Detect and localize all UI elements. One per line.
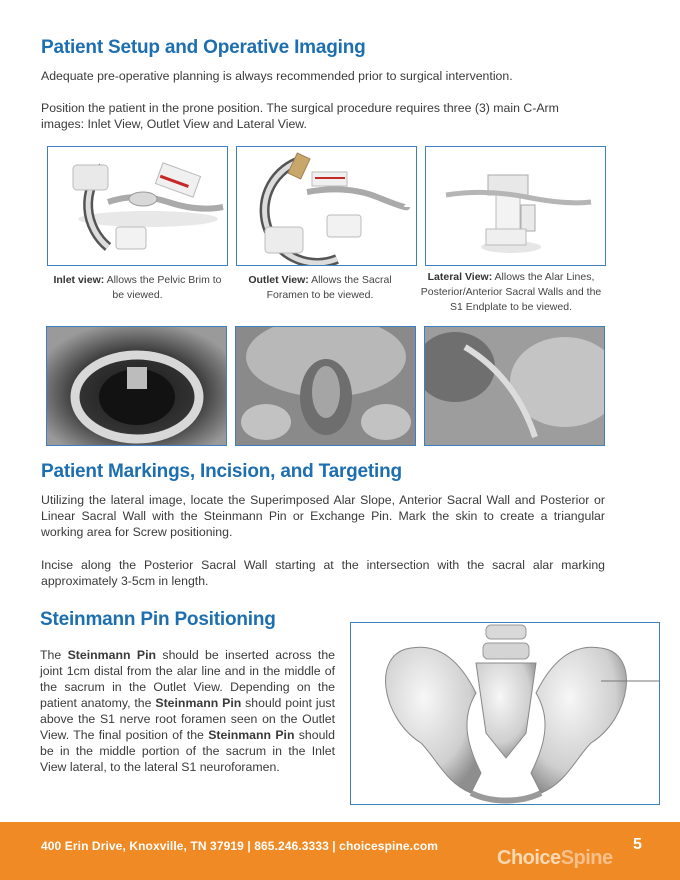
outlet-view-carm-image <box>236 146 417 266</box>
steinmann-bold-2: Steinmann Pin <box>155 696 242 710</box>
caption-inlet-text: Allows the Pelvic Brim to be viewed. <box>104 274 222 301</box>
steinmann-paragraph <box>40 647 335 775</box>
setup-paragraph-2: Position the patient in the prone position. The surgical procedure requires three (3) main C-Arm images: Inlet View, Outlet View and Lateral View. <box>41 101 559 131</box>
lateral-xray-image <box>424 326 605 446</box>
outlet-xray-image <box>235 326 416 446</box>
section-heading-markings: Patient Markings, Incision, and Targeting <box>41 461 402 482</box>
caption-outlet-view <box>226 273 414 303</box>
setup-paragraph-1: Adequate pre-operative planning is always recommended prior to surgical intervention. <box>41 69 513 83</box>
caption-inlet-label: Inlet view: <box>53 274 105 286</box>
steinmann-text-1: The <box>40 648 68 662</box>
markings-paragraph-2: Incise along the Posterior Sacral Wall starting at the intersection with the sacral alar marking approximately 3-5cm in length. <box>41 558 605 588</box>
steinmann-bold-1: Steinmann Pin <box>67 648 157 662</box>
logo-text-spine: Spine <box>560 847 613 869</box>
markings-paragraph-1: Utilizing the lateral image, locate the Superimposed Alar Slope, Anterior Sacral Wall and Posterior or Linear Sacral Wall with the Steinmann Pin or Exchange Pin. Mark the skin to create a triangular working area for Screw positioning. <box>41 493 605 539</box>
page-footer <box>0 822 680 880</box>
caption-lateral-view <box>414 270 608 315</box>
caption-inlet-view <box>47 273 228 303</box>
footer-contact-info: 400 Erin Drive, Knoxville, TN 37919 | 865.246.3333 | choicespine.com <box>41 839 439 853</box>
steinmann-bold-3: Steinmann Pin <box>208 728 295 742</box>
steinmann-text-4: should be in the middle portion of the sacrum in the Inlet View lateral, to the lateral S1 neuroforamen. <box>40 728 335 774</box>
choicespine-logo <box>497 847 613 870</box>
section-heading-steinmann: Steinmann Pin Positioning <box>40 609 276 630</box>
caption-lateral-text: Allows the Alar Lines, Posterior/Anterior Sacral Walls and the S1 Endplate to be viewed. <box>420 271 602 313</box>
inlet-view-carm-image <box>47 146 228 266</box>
lateral-view-carm-image <box>425 146 606 266</box>
caption-outlet-text: Allows the Sacral Foramen to be viewed. <box>266 274 392 301</box>
caption-lateral-label: Lateral View: <box>427 271 493 283</box>
steinmann-text-2: should be inserted across the joint 1cm distal from the alar line and in the middle of the sacrum in the Outlet View. Depending on the patient anatomy, the <box>40 648 336 710</box>
pelvis-3d-image <box>350 622 660 805</box>
caption-outlet-label: Outlet View: <box>248 274 309 286</box>
logo-text-choice: Choice <box>497 847 561 869</box>
inlet-xray-image <box>46 326 227 446</box>
steinmann-text-3: should point just above the S1 nerve root foramen seen on the Outlet View. The final position of the <box>40 696 335 742</box>
page-number: 5 <box>633 836 642 853</box>
section-heading-setup: Patient Setup and Operative Imaging <box>41 37 366 58</box>
